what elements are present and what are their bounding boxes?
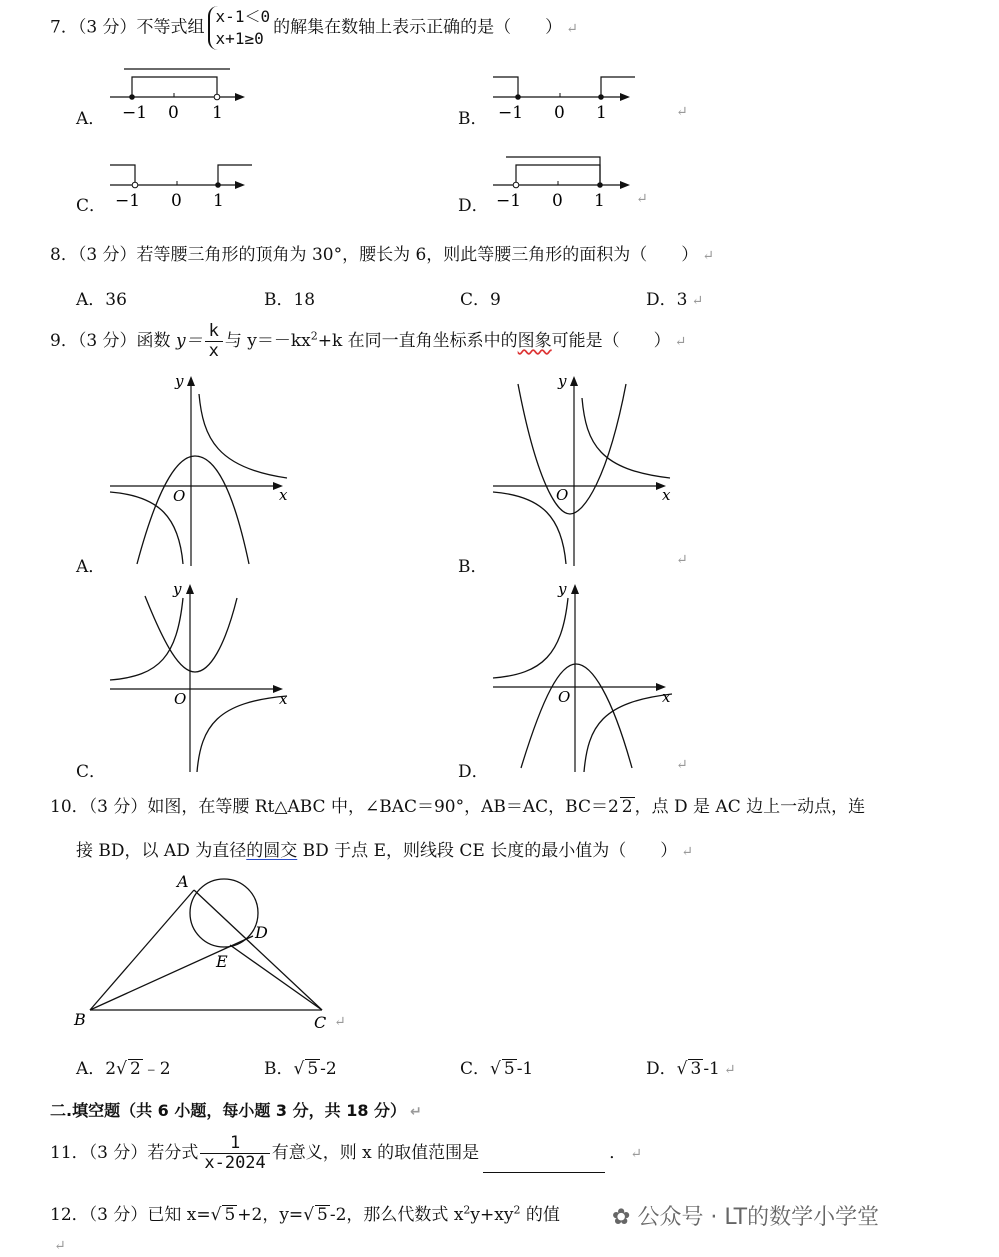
q10-option-a: A．2√ 2 ﹣2 bbox=[76, 1059, 171, 1079]
tick-label: 0 bbox=[552, 191, 563, 211]
return-mark-icon: ↵ bbox=[676, 552, 688, 568]
return-mark-icon: ↵ bbox=[636, 191, 648, 207]
q7-option-d-label: D． bbox=[458, 196, 489, 216]
svg-text:y: y bbox=[175, 372, 184, 390]
return-mark-icon: ↵ bbox=[676, 757, 688, 773]
svg-text:x: x bbox=[279, 486, 288, 504]
wechat-icon: ✿ bbox=[612, 1205, 631, 1230]
svg-text:B: B bbox=[74, 1010, 86, 1029]
watermark: ✿ 公众号 · LT的数学小学堂 bbox=[612, 1205, 880, 1230]
return-mark-icon: ↵ bbox=[723, 1062, 736, 1078]
svg-text:O: O bbox=[174, 690, 187, 708]
q10-option-c: C．√ 5 -1 bbox=[460, 1059, 534, 1079]
section-2-title: 二.填空题（共 6 小题，每小题 3 分，共 18 分） ↵ bbox=[50, 1101, 422, 1120]
return-mark-icon: ↵ bbox=[681, 844, 693, 860]
svg-text:x: x bbox=[279, 690, 288, 708]
q8-option-d: D．3 ↵ bbox=[646, 290, 704, 310]
q9-option-b-graph bbox=[488, 368, 678, 568]
tick-label: −1 bbox=[115, 191, 141, 211]
q9-option-c-label: C． bbox=[76, 762, 107, 782]
q9-stem: 9．（3 分）函数 y＝ $\frac{k}{x}$ 与 $y=-kx^2+k$ 在同一直角坐标系中的图象可能是（ ） ↵ bbox=[50, 321, 687, 361]
q8-option-a: A．36 bbox=[76, 290, 127, 310]
tick-label: 0 bbox=[171, 191, 182, 211]
sqrt-icon: √ bbox=[293, 1059, 305, 1079]
q7-option-c-label: C． bbox=[76, 196, 107, 216]
return-mark-icon: ↵ bbox=[676, 104, 688, 120]
sqrt-icon: √ bbox=[490, 1059, 501, 1079]
svg-text:x: x bbox=[662, 688, 671, 706]
svg-text:x: x bbox=[662, 486, 671, 504]
sqrt-icon: √ bbox=[210, 1205, 222, 1225]
svg-text:y: y bbox=[173, 580, 182, 598]
q10-figure bbox=[70, 868, 360, 1038]
q11-stem: 11．（3 分）若分式 $\frac{1}{x-2024}$ 有意义，则 x 的取值范围是 ． ↵ bbox=[50, 1133, 642, 1173]
svg-text:D: D bbox=[255, 923, 268, 942]
return-mark-icon: ↵ bbox=[54, 1238, 66, 1254]
svg-text:O: O bbox=[556, 486, 569, 504]
q9-option-a-graph bbox=[105, 368, 295, 568]
return-mark-icon: ↵ bbox=[702, 248, 715, 264]
svg-text:E: E bbox=[216, 952, 228, 971]
sqrt-icon: √ bbox=[303, 1205, 315, 1225]
q9-option-c-graph bbox=[105, 576, 295, 776]
q7-option-b-numberline bbox=[488, 60, 638, 126]
tick-label: 1 bbox=[594, 191, 605, 211]
q12-stem: 12．（3 分）已知 x=√ 5 +2，y=√ 5 -2，那么代数式 $x^2y+xy^2$ 的值 bbox=[50, 1203, 560, 1225]
tick-label: −1 bbox=[496, 191, 522, 211]
q7-option-b-label: B． bbox=[458, 109, 488, 129]
q7-option-d-numberline bbox=[488, 148, 638, 214]
answer-blank[interactable] bbox=[483, 1156, 605, 1173]
svg-text:y: y bbox=[558, 372, 567, 390]
q8-option-b: B．18 bbox=[264, 290, 316, 310]
q9-option-a-label: A． bbox=[76, 557, 106, 577]
q7-option-a-numberline bbox=[105, 60, 255, 126]
q10-option-b: B．√ 5 -2 bbox=[264, 1059, 337, 1079]
sqrt: 2 bbox=[621, 797, 633, 817]
q10-option-d: D．√ 3 -1 ↵ bbox=[646, 1059, 736, 1079]
svg-text:O: O bbox=[173, 487, 186, 505]
q7-option-a-label: A． bbox=[76, 109, 106, 129]
svg-text:A: A bbox=[177, 872, 189, 891]
tick-label: 1 bbox=[212, 103, 223, 123]
q9-option-d-label: D． bbox=[458, 762, 489, 782]
q7-inequality-system: x-1＜0 x+1≥0 bbox=[208, 6, 271, 50]
q9-option-d-graph bbox=[488, 576, 678, 776]
svg-text:y: y bbox=[558, 580, 567, 598]
return-mark-icon: ↵ bbox=[334, 1014, 346, 1030]
tick-label: 0 bbox=[168, 103, 179, 123]
tick-label: 1 bbox=[596, 103, 607, 123]
tick-label: 0 bbox=[554, 103, 565, 123]
q8-option-c: C．9 bbox=[460, 290, 501, 310]
k-over-x-fraction: $\frac{k}{x}$ bbox=[205, 322, 223, 361]
tick-label: −1 bbox=[122, 103, 148, 123]
return-mark-icon: ↵ bbox=[674, 334, 687, 350]
tick-label: −1 bbox=[498, 103, 524, 123]
q7-option-c-numberline bbox=[105, 148, 255, 214]
q10-stem-line1: 10．（3 分）如图，在等腰 Rt△ABC 中，∠BAC＝90°，AB＝AC，BC＝2 2 ，点 D 是 AC 边上一动点，连 bbox=[50, 797, 866, 817]
svg-text:O: O bbox=[558, 688, 571, 706]
q9-option-b-label: B． bbox=[458, 557, 488, 577]
q8-stem: 8．（3 分）若等腰三角形的顶角为 30°，腰长为 6，则此等腰三角形的面积为（ ） ↵ bbox=[50, 245, 715, 265]
sqrt-icon: √ bbox=[676, 1059, 688, 1079]
return-mark-icon: ↵ bbox=[630, 1146, 642, 1162]
svg-text:C: C bbox=[314, 1013, 327, 1032]
q10-stem-line2: 接 BD，以 AD 为直径的圆交 BD 于点 E，则线段 CE 长度的最小值为（ ） ↵ bbox=[76, 841, 693, 861]
tick-label: 1 bbox=[213, 191, 224, 211]
sqrt-icon: √ bbox=[116, 1059, 127, 1079]
return-mark-icon: ↵ bbox=[410, 1104, 422, 1120]
q11-fraction: $\frac{1}{x-2024}$ bbox=[200, 1134, 269, 1173]
return-mark-icon: ↵ bbox=[691, 293, 704, 309]
return-mark-icon: ↵ bbox=[566, 20, 578, 37]
q7-stem: 7．（3 分）不等式组x-1＜0 x+1≥0的解集在数轴上表示正确的是（ ） ↵ bbox=[50, 7, 578, 48]
